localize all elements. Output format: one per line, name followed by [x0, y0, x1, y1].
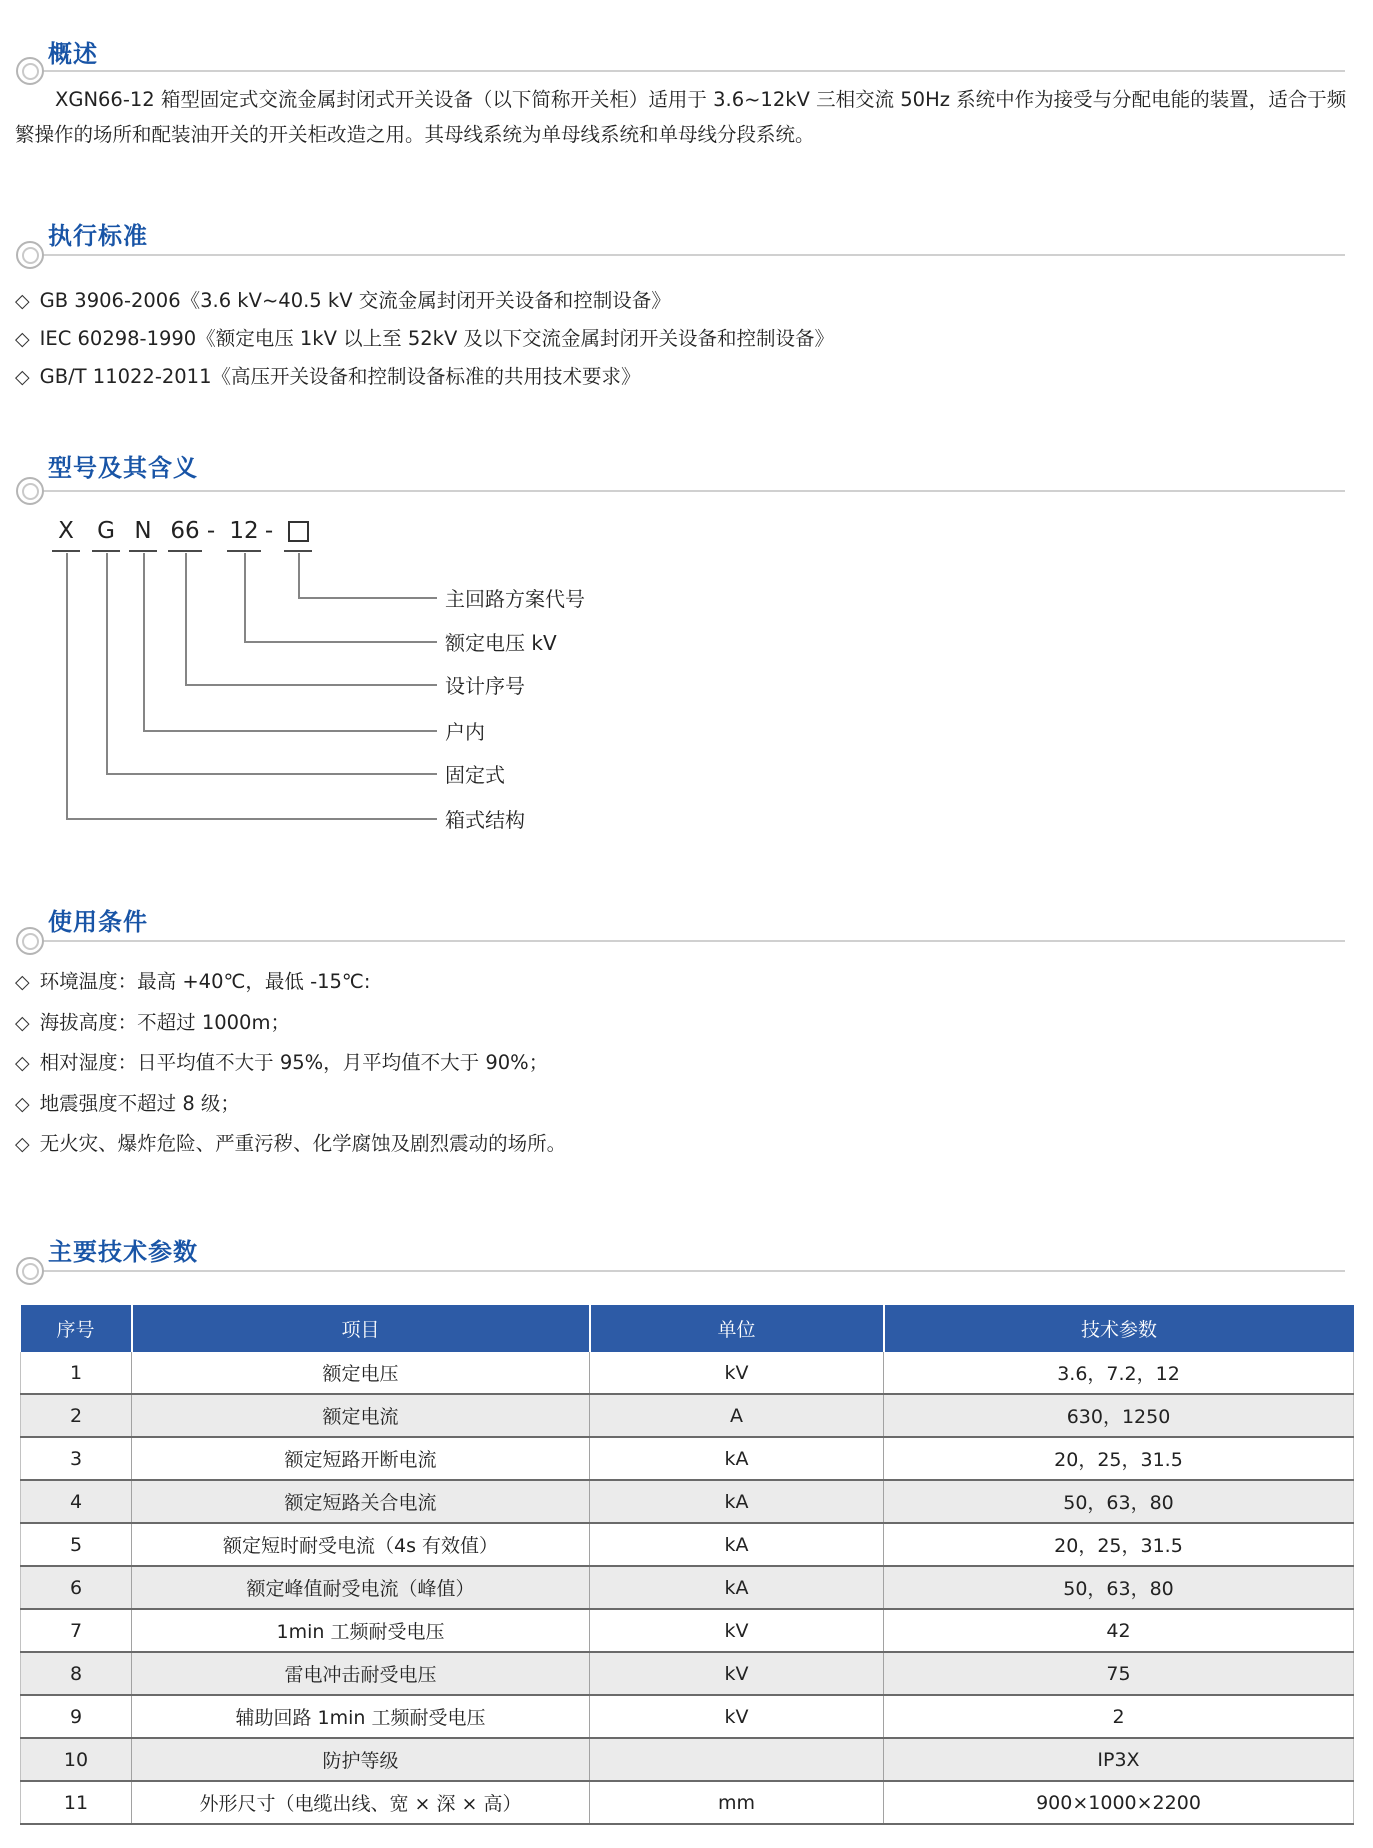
- section-title-conditions: 使用条件: [48, 908, 148, 936]
- diamond-bullet-icon: ◇: [15, 366, 30, 388]
- cell-unit: [590, 1738, 884, 1781]
- cell-unit: kA: [590, 1437, 884, 1480]
- diamond-bullet-icon: ◇: [15, 1011, 30, 1034]
- section-title-standards: 执行标准: [48, 222, 148, 250]
- column-header: 技术参数: [884, 1305, 1354, 1352]
- table-row: [21, 1609, 1354, 1652]
- table-row: [21, 1695, 1354, 1738]
- model-hyphen: -: [264, 518, 274, 544]
- section-divider: [28, 940, 1345, 942]
- cell-unit: kV: [590, 1652, 884, 1695]
- cell-item: 额定短路开断电流: [132, 1437, 590, 1480]
- ring-decoration-icon: [16, 927, 44, 955]
- cell-value: 630，1250: [884, 1394, 1354, 1437]
- cell-no: 7: [21, 1609, 132, 1652]
- parameters-table-container: [20, 1305, 1353, 1825]
- cell-no: 5: [21, 1523, 132, 1566]
- parameters-table: [20, 1305, 1354, 1825]
- condition-text: 地震强度不超过 8 级；: [39, 1091, 240, 1115]
- cell-item: 外形尺寸（电缆出线、宽 × 深 × 高）: [132, 1781, 590, 1824]
- table-row: [21, 1394, 1354, 1437]
- standard-text: IEC 60298-1990《额定电压 1kV 以上至 52kV 及以下交流金属封闭开关设备和控制设备》: [39, 327, 834, 350]
- list-item: [15, 1043, 1355, 1084]
- list-item: [15, 1003, 1355, 1044]
- condition-text: 相对湿度：日平均值不大于 95%，月平均值不大于 90%；: [39, 1051, 549, 1074]
- model-label: 箱式结构: [445, 808, 525, 832]
- model-char: N: [134, 518, 152, 544]
- char-underline: [168, 550, 202, 552]
- column-header: 单位: [590, 1305, 884, 1352]
- ring-decoration-icon: [16, 1257, 44, 1285]
- standard-text: GB 3906-2006《3.6 kV~40.5 kV 交流金属封闭开关设备和控制设备》: [39, 289, 671, 312]
- cell-value: 900×1000×2200: [884, 1781, 1354, 1824]
- cell-item: 额定短路关合电流: [132, 1480, 590, 1523]
- table-row: [21, 1781, 1354, 1824]
- cell-no: 1: [21, 1352, 132, 1394]
- conditions-list: [15, 962, 1355, 1165]
- char-underline: [92, 550, 120, 552]
- condition-text: 无火灾、爆炸危险、严重污秽、化学腐蚀及剧烈震动的场所。: [39, 1132, 567, 1155]
- cell-value: 42: [884, 1609, 1354, 1652]
- diamond-bullet-icon: ◇: [15, 1052, 30, 1074]
- section-title-parameters: 主要技术参数: [48, 1238, 198, 1266]
- cell-no: 6: [21, 1566, 132, 1609]
- cell-value: 20，25，31.5: [884, 1437, 1354, 1480]
- diamond-bullet-icon: ◇: [15, 290, 30, 312]
- cell-unit: A: [590, 1394, 884, 1437]
- table-row: [21, 1738, 1354, 1781]
- cell-value: 3.6，7.2，12: [884, 1352, 1354, 1394]
- model-hyphen: -: [206, 518, 216, 544]
- model-char: 12: [229, 518, 259, 544]
- list-item: [15, 962, 1355, 1003]
- cell-no: 3: [21, 1437, 132, 1480]
- ring-inner-circle: [22, 1263, 39, 1280]
- char-underline: [52, 550, 80, 552]
- cell-no: 9: [21, 1695, 132, 1738]
- cell-item: 防护等级: [132, 1738, 590, 1781]
- cell-item: 1min 工频耐受电压: [132, 1609, 590, 1652]
- table-row: [21, 1566, 1354, 1609]
- list-item: [15, 1124, 1355, 1165]
- cell-no: 8: [21, 1652, 132, 1695]
- table-header-row: [21, 1305, 1354, 1352]
- char-underline: [129, 550, 157, 552]
- cell-unit: mm: [590, 1781, 884, 1824]
- char-underline: [284, 550, 312, 552]
- diamond-bullet-icon: ◇: [15, 328, 30, 350]
- cell-item: 雷电冲击耐受电压: [132, 1652, 590, 1695]
- diamond-bullet-icon: ◇: [15, 971, 30, 993]
- model-char: G: [97, 518, 115, 544]
- cell-item: 额定电压: [132, 1352, 590, 1394]
- diamond-bullet-icon: ◇: [15, 1133, 30, 1155]
- table-row: [21, 1523, 1354, 1566]
- cell-no: 11: [21, 1781, 132, 1824]
- column-header: 项目: [132, 1305, 590, 1352]
- cell-unit: kV: [590, 1609, 884, 1652]
- cell-value: 2: [884, 1695, 1354, 1738]
- list-item: [15, 1084, 1355, 1125]
- section-title-overview: 概述: [48, 40, 98, 68]
- connector-line: [66, 553, 437, 820]
- model-label: 户内: [445, 720, 485, 744]
- model-placeholder-box: [288, 521, 309, 542]
- section-title-model: 型号及其含义: [48, 454, 198, 482]
- section-divider: [28, 1270, 1345, 1272]
- cell-no: 4: [21, 1480, 132, 1523]
- table-row: [21, 1480, 1354, 1523]
- model-label: 设计序号: [445, 674, 525, 698]
- cell-no: 10: [21, 1738, 132, 1781]
- model-char: X: [58, 518, 74, 544]
- overview-paragraph: XGN66-12 箱型固定式交流金属封闭式开关设备（以下简称开关柜）适用于 3.6~12kV 三相交流 50Hz 系统中作为接受与分配电能的装置，适合于频繁操作的场所和配装油开关的开关柜改造之用。其母线系统为单母线系统和单母线分段系统。: [15, 88, 1347, 146]
- char-underline: [227, 550, 261, 552]
- condition-text: 环境温度：最高 +40℃，最低 -15℃:: [39, 970, 371, 993]
- cell-item: 额定电流: [132, 1394, 590, 1437]
- cell-no: 2: [21, 1394, 132, 1437]
- model-char: 66: [170, 518, 200, 544]
- cell-unit: kV: [590, 1352, 884, 1394]
- cell-value: 20，25，31.5: [884, 1523, 1354, 1566]
- cell-item: 辅助回路 1min 工频耐受电压: [132, 1695, 590, 1738]
- ring-inner-circle: [22, 933, 39, 950]
- condition-text: 海拔高度：不超过 1000m；: [39, 1010, 290, 1034]
- table-row: [21, 1352, 1354, 1394]
- table-row: [21, 1437, 1354, 1480]
- model-label: 额定电压 kV: [445, 631, 557, 655]
- cell-value: 75: [884, 1652, 1354, 1695]
- cell-unit: kA: [590, 1566, 884, 1609]
- cell-value: 50，63，80: [884, 1566, 1354, 1609]
- cell-item: 额定峰值耐受电流（峰值）: [132, 1566, 590, 1609]
- diamond-bullet-icon: ◇: [15, 1092, 30, 1115]
- cell-unit: kA: [590, 1480, 884, 1523]
- cell-unit: kA: [590, 1523, 884, 1566]
- cell-unit: kV: [590, 1695, 884, 1738]
- table-row: [21, 1652, 1354, 1695]
- column-header: 序号: [21, 1305, 132, 1352]
- model-label: 固定式: [445, 763, 505, 787]
- cell-value: 50，63，80: [884, 1480, 1354, 1523]
- cell-item: 额定短时耐受电流（4s 有效值）: [132, 1523, 590, 1566]
- model-label: 主回路方案代号: [445, 587, 585, 611]
- standard-text: GB/T 11022-2011《高压开关设备和控制设备标准的共用技术要求》: [39, 365, 641, 388]
- cell-value: IP3X: [884, 1738, 1354, 1781]
